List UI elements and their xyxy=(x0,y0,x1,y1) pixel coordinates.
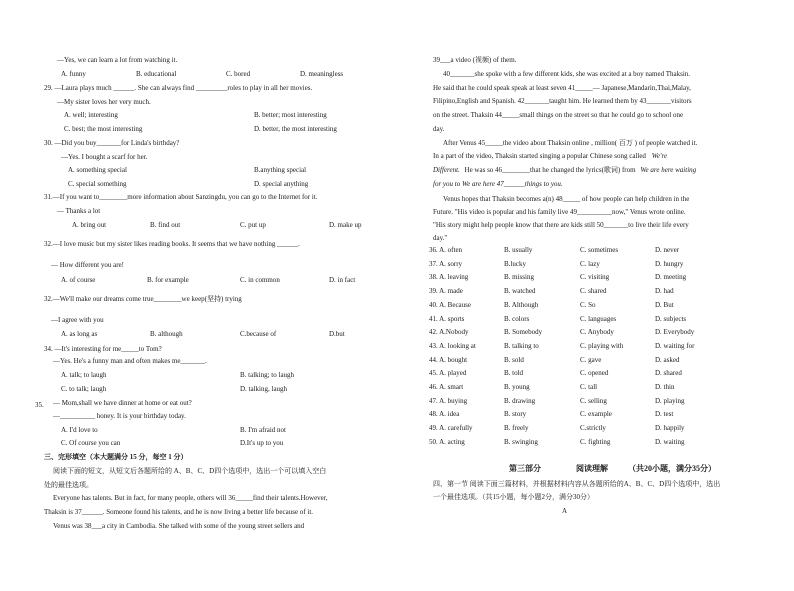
option-cell: D. test xyxy=(655,410,674,419)
option-row-number: 43. A. looking at xyxy=(429,341,476,350)
option-cell: B. watched xyxy=(504,287,536,296)
option-a: A. funny xyxy=(61,70,86,78)
option-a: A. bring out xyxy=(72,221,107,229)
option-cell: D. hungry xyxy=(655,259,684,268)
option-row-number: 47. A. buying xyxy=(429,396,468,405)
option-row-number: 39. A. made xyxy=(429,287,463,296)
passage-line xyxy=(433,167,696,174)
passage-line: on the street. Thaksin 44_____small things on the street so that he could go to school one xyxy=(433,111,684,119)
option-cell: B. usually xyxy=(504,246,533,254)
passage-line xyxy=(433,153,667,160)
option-c: C. in common xyxy=(240,276,280,284)
part-score: （共20小题，满分35分） xyxy=(628,464,716,473)
passage-line: "His story might help people know that there are kids still 50_______to live their life every xyxy=(433,221,689,229)
passage-line: He said that he could speak speak at least seven 41_____— Japanese,Mandarin,Thai,Malay, xyxy=(433,84,691,92)
option-cell: C. visiting xyxy=(580,273,610,282)
option-row-number: 38. A. leaving xyxy=(429,273,469,282)
option-d: D.It's up to you xyxy=(240,439,284,447)
option-b: B. although xyxy=(150,330,183,338)
option-b: B. educational xyxy=(136,70,177,78)
option-cell: C. tall xyxy=(580,383,598,391)
option-a: A. I'd love to xyxy=(61,426,98,434)
option-b: B.anything special xyxy=(254,166,307,174)
option-cell: B. drawing xyxy=(504,396,536,405)
option-a: A. something special xyxy=(68,166,127,174)
option-d: D. make up xyxy=(329,221,362,229)
passage-line: Venus was 38___a city in Cambodia. She talked with some of the young street sellers and xyxy=(53,522,305,530)
option-row-number: 36. A. often xyxy=(429,246,463,254)
option-b: B. find out xyxy=(150,221,181,229)
question-34: 34. —It's interesting for me_____to Tom? xyxy=(44,345,162,353)
section-title-cloze: 三、完形填空（本大题满分 15 分，每空 1 分） xyxy=(44,453,188,461)
question-35: — Mom,shall we have dinner at home or eat out? xyxy=(53,399,192,407)
option-row-number: 40. A. Because xyxy=(429,300,471,309)
option-b: B. for example xyxy=(147,276,189,284)
passage-line: Filipino,English and Spanish. 42_______taught him. He learned them by 43_______visitors xyxy=(433,97,692,105)
option-cell: B. missing xyxy=(504,273,534,282)
option-d: D. talking, laugh xyxy=(240,385,288,393)
option-row-number: 42. A.Nobody xyxy=(429,328,469,337)
passage-line: Thaksin is 37______. Someone found his talents, and he is now living a better life because of it. xyxy=(44,508,314,516)
option-c: C. special something xyxy=(68,180,127,188)
option-cell: C. Anybody xyxy=(580,328,614,337)
option-row-number: 41. A. sports xyxy=(429,314,465,323)
option-cell: D. Everybody xyxy=(655,328,695,337)
answer-text: —Yes, we can learn a lot from watching it. xyxy=(57,56,178,64)
option-row-number: 45. A. played xyxy=(429,369,467,378)
passage-line: After Venus 45_____the video about Thaksin online , million( 百万 ) of people watched it. xyxy=(443,139,698,147)
passage-line: day. xyxy=(433,125,445,133)
passage-italic: Different. xyxy=(433,166,460,174)
option-cell: B. sold xyxy=(504,355,524,364)
option-cell: D. happily xyxy=(655,424,685,433)
question-29: 29. —Laura plays much ______. She can always find _________roles to play in all her movies. xyxy=(44,84,313,92)
option-cell: C. gave xyxy=(580,355,602,364)
option-cell: D. subjects xyxy=(655,314,687,323)
option-cell: C. So xyxy=(580,300,596,309)
option-cell: D. had xyxy=(655,287,674,296)
question-31: 31.—If you want to________more information about Sanzingdu, you can go to the Internet for it. xyxy=(44,193,318,201)
option-a: A. talk; to laugh xyxy=(61,371,107,379)
option-c: C. Of course you can xyxy=(61,439,121,447)
answer-text: —Yes. I bought a scarf for her. xyxy=(61,153,148,161)
passage-line: Future. "His video is popular and his family live 49__________now," Venus wrote online. xyxy=(433,208,686,216)
option-cell: B.lucky xyxy=(504,259,526,268)
option-d: D. meaningless xyxy=(300,70,344,78)
option-cell: D. never xyxy=(655,246,680,254)
passage-line: 39___a video (视频) of them. xyxy=(433,56,517,64)
option-a: A. well; interesting xyxy=(64,111,118,119)
option-row-number: 44. A. bought xyxy=(429,355,468,364)
option-cell: D. But xyxy=(655,300,674,309)
option-b: B. I'm afraid not xyxy=(240,426,286,434)
answer-text: — Thanks a lot xyxy=(57,207,101,215)
option-c: C.because of xyxy=(240,330,277,338)
option-cell: C. sometimes xyxy=(580,246,619,254)
answer-text: — How different you are! xyxy=(51,261,124,269)
option-cell: D. playing xyxy=(655,396,685,405)
option-cell: B. colors xyxy=(504,314,530,323)
option-cell: D. waiting xyxy=(655,437,685,446)
option-d: D.but xyxy=(329,330,345,338)
option-cell: C. example xyxy=(580,410,612,419)
option-c: C. to talk; laugh xyxy=(61,385,107,393)
option-d: D. better, the most interesting xyxy=(254,125,337,133)
option-d: D. special anything xyxy=(254,180,309,188)
part-subtitle: 阅读理解 xyxy=(576,464,608,473)
option-cell: B. swinging xyxy=(504,437,538,446)
option-cell: B. talking to xyxy=(504,341,539,350)
passage-italic: We're xyxy=(651,152,668,160)
option-row-number: 48. A. idea xyxy=(429,410,460,419)
option-cell: B. story xyxy=(504,410,527,419)
option-cell: C. lazy xyxy=(580,259,600,268)
option-b: B. talking; to laugh xyxy=(240,371,295,379)
question-32: 32.—I love music but my sister likes reading books. It seems that we have nothing ______. xyxy=(44,240,300,248)
option-b: B. better; most interesting xyxy=(254,111,327,119)
option-cell: B. freely xyxy=(504,424,529,433)
option-a: A. as long as xyxy=(61,330,98,338)
option-cell: B. Somebody xyxy=(504,328,543,337)
instructions: 处的最佳选项。 xyxy=(44,481,93,489)
passage-text: In a part of the video, Thaksin started singing a popular Chinese song called xyxy=(433,152,646,160)
option-cell: D. shared xyxy=(655,369,682,378)
instructions: 一个最佳选项。（共15小题，每小题2分，满分30分） xyxy=(433,493,594,501)
option-cell: D. asked xyxy=(655,355,680,364)
option-cell: C. playing with xyxy=(580,341,624,350)
option-cell: C. selling xyxy=(580,396,607,405)
option-row-number: 46. A. smart xyxy=(429,383,464,391)
instructions: 阅读下面的短文，从短文后各题所给的 A、B、C、D四个选项中，选出一个可以填入空白 xyxy=(53,467,327,475)
answer-text: —I agree with you xyxy=(51,316,104,324)
option-d: D. in fact xyxy=(329,276,356,284)
answer-text: —Yes. He's a funny man and often makes me_______. xyxy=(53,357,207,365)
question-text: —My sister loves her very much. xyxy=(57,98,151,106)
option-cell: D. meeting xyxy=(655,273,687,282)
option-c: C. best; the most interesting xyxy=(64,125,143,133)
option-cell: B. told xyxy=(504,369,524,378)
answer-text: —__________ honey. It is your birthday today. xyxy=(53,412,186,420)
passage-line: Everyone has talents. But in fact, for many people, others will 36_____find their talents.However, xyxy=(53,494,328,502)
passage-line: Venus hopes that Thaksin becomes a(n) 48_____ of how people can help children in the xyxy=(443,195,690,203)
option-cell: C. languages xyxy=(580,314,617,323)
option-cell: D. thin xyxy=(655,383,675,391)
option-a: A. of course xyxy=(61,276,96,284)
passage-line: for you to We are here 47______things to you. xyxy=(433,180,563,188)
option-row-number: 49. A. carefully xyxy=(429,424,473,433)
option-c: C. bored xyxy=(226,70,251,78)
option-cell: C. fighting xyxy=(580,437,611,446)
option-cell: B. young xyxy=(504,383,530,391)
question-35-number: 35. xyxy=(35,401,44,409)
instructions: 四、第一节 阅读下面三篇材料，并根据材料内容从各题所给的A、B、C、D四个选项中，选出 xyxy=(433,480,721,488)
passage-italic: We are here waiting xyxy=(640,166,697,174)
option-cell: B. Although xyxy=(504,300,539,309)
passage-line: day." xyxy=(433,234,448,242)
question-30: 30. —Did you buy_______for Linda's birthday? xyxy=(44,139,180,147)
option-row-number: 37. A. sorry xyxy=(429,259,463,268)
option-row-number: 50. A. acting xyxy=(429,437,465,446)
passage-line: 40_______she spoke with a few different kids, she was excited at a boy named Thaksin. xyxy=(443,70,691,78)
option-c: C. put up xyxy=(240,221,266,229)
option-cell: C. opened xyxy=(580,369,609,378)
part-title: 第三部分 xyxy=(509,464,541,473)
option-cell: C. shared xyxy=(580,287,607,296)
option-cell: D. waiting for xyxy=(655,341,695,350)
passage-text: He was so 46________that he changed the lyrics(歌词) from xyxy=(464,166,636,174)
option-cell: C.strictly xyxy=(580,424,606,433)
question-33: 32.—We'll make our dreams come true________we keep(坚持) trying xyxy=(44,295,242,303)
passage-label: A xyxy=(562,507,568,515)
